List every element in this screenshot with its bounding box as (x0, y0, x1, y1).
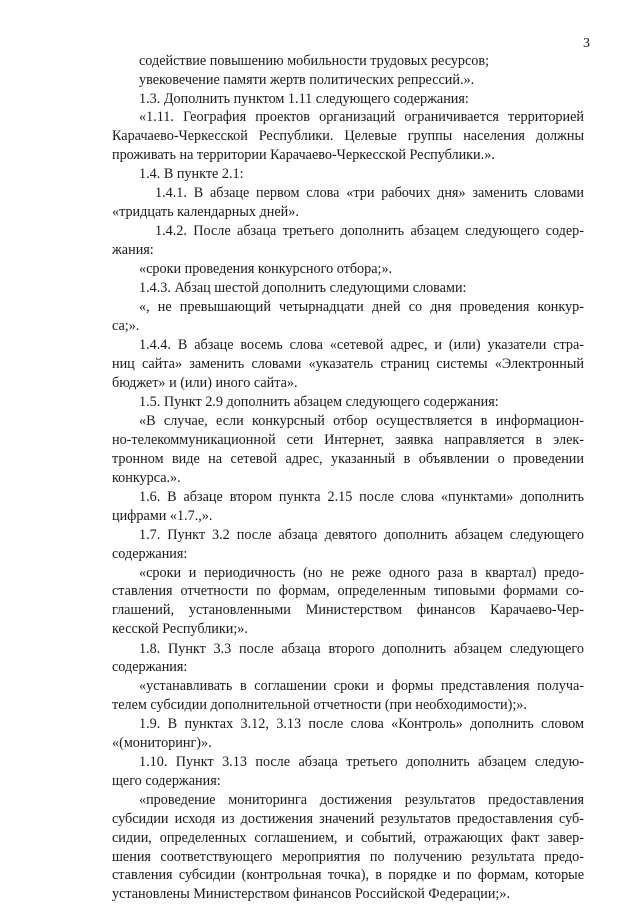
text-line: 1.5. Пункт 2.9 дополнить абзацем следующего содержания: (139, 394, 499, 410)
text-line: «, не превышающий четырнадцати дней со дня проведения конкур- (139, 299, 584, 315)
text-line: «проведение мониторинга достижения результатов предоставления (139, 792, 584, 808)
text-line: 1.10. Пункт 3.13 после абзаца третьего дополнить абзацем следую- (139, 754, 584, 770)
text-line: ставления отчетности по формам, определенным типовыми формами со- (112, 583, 584, 599)
text-line: установлены Министерством финансов Российской Федерации;». (112, 886, 510, 902)
text-line: 1.3. Дополнить пунктом 1.11 следующего содержания: (139, 91, 469, 107)
text-line: сидии, определенных соглашением, и событий, отражающих факт завер- (112, 830, 584, 846)
text-line: 1.4.2. После абзаца третьего дополнить абзацем следующего содер- (155, 223, 584, 239)
text-line: тронном виде на сетевой адрес, указанный в объявлении о проведении (112, 451, 584, 467)
text-line: 1.4.4. В абзаце восемь слова «сетевой адрес, и (или) указатели стра- (139, 337, 584, 353)
text-line: щего содержания: (112, 773, 221, 789)
text-line: глашений, установленными Министерством финансов Карачаево-Чер- (112, 602, 584, 618)
text-line: са;». (112, 318, 140, 334)
text-line: «тридцать календарных дней». (112, 204, 299, 220)
text-line: но-телекоммуникационной сети Интернет, заявка направляется в элек- (112, 432, 584, 448)
text-line: проживать на территории Карачаево-Черкесской Республики.». (112, 147, 495, 163)
text-line: 1.4.3. Абзац шестой дополнить следующими словами: (139, 280, 467, 296)
text-line: «(мониторинг)». (112, 735, 212, 751)
text-line: 1.7. Пункт 3.2 после абзаца девятого дополнить абзацем следующего (139, 527, 584, 543)
text-line: субсидии исходя из достижения значений результатов предоставления суб- (112, 811, 584, 827)
text-line: 1.4. В пункте 2.1: (139, 166, 244, 182)
text-line: «устанавливать в соглашении сроки и формы представления получа- (139, 678, 584, 694)
text-line: шения соответствующего мероприятия по получению результата предо- (112, 849, 584, 865)
text-line: «сроки и периодичность (но не реже одного раза в квартал) предо- (139, 565, 584, 581)
text-line: увековечение памяти жертв политических репрессий.». (139, 72, 475, 88)
text-line: 1.6. В абзаце втором пункта 2.15 после слова «пунктами» дополнить (139, 489, 584, 505)
text-line: бюджет» и (или) иного сайта». (112, 375, 298, 391)
page-number: 3 (583, 36, 590, 51)
text-line: жания: (112, 242, 154, 258)
text-line: ниц сайта» заменить словами «указатель страниц системы «Электронный (112, 356, 584, 372)
text-line: 1.8. Пункт 3.3 после абзаца второго дополнить абзацем следующего (139, 641, 584, 657)
text-line: цифрами «1.7.,». (112, 508, 213, 524)
text-line: «В случае, если конкурсный отбор осуществляется в информацион- (139, 413, 584, 429)
text-line: Карачаево-Черкесской Республики. Целевые группы населения должны (112, 128, 584, 144)
text-line: содержания: (112, 659, 188, 675)
text-line: содержания: (112, 546, 188, 562)
text-line: ставления субсидии (контрольная точка), в порядке и по формам, которые (112, 867, 584, 883)
text-line: конкурса.». (112, 470, 181, 486)
text-line: кесской Республики;». (112, 621, 248, 637)
text-line: телем субсидии дополнительной отчетности (при необходимости);». (112, 697, 527, 713)
text-line: 1.9. В пунктах 3.12, 3.13 после слова «Контроль» дополнить словом (139, 716, 584, 732)
text-line: «1.11. География проектов организаций ограничивается территорией (139, 109, 584, 125)
text-line: «сроки проведения конкурсного отбора;». (139, 261, 393, 277)
text-line: содействие повышению мобильности трудовых ресурсов; (139, 53, 490, 69)
text-line: 1.4.1. В абзаце первом слова «три рабочих дня» заменить словами (155, 185, 584, 201)
